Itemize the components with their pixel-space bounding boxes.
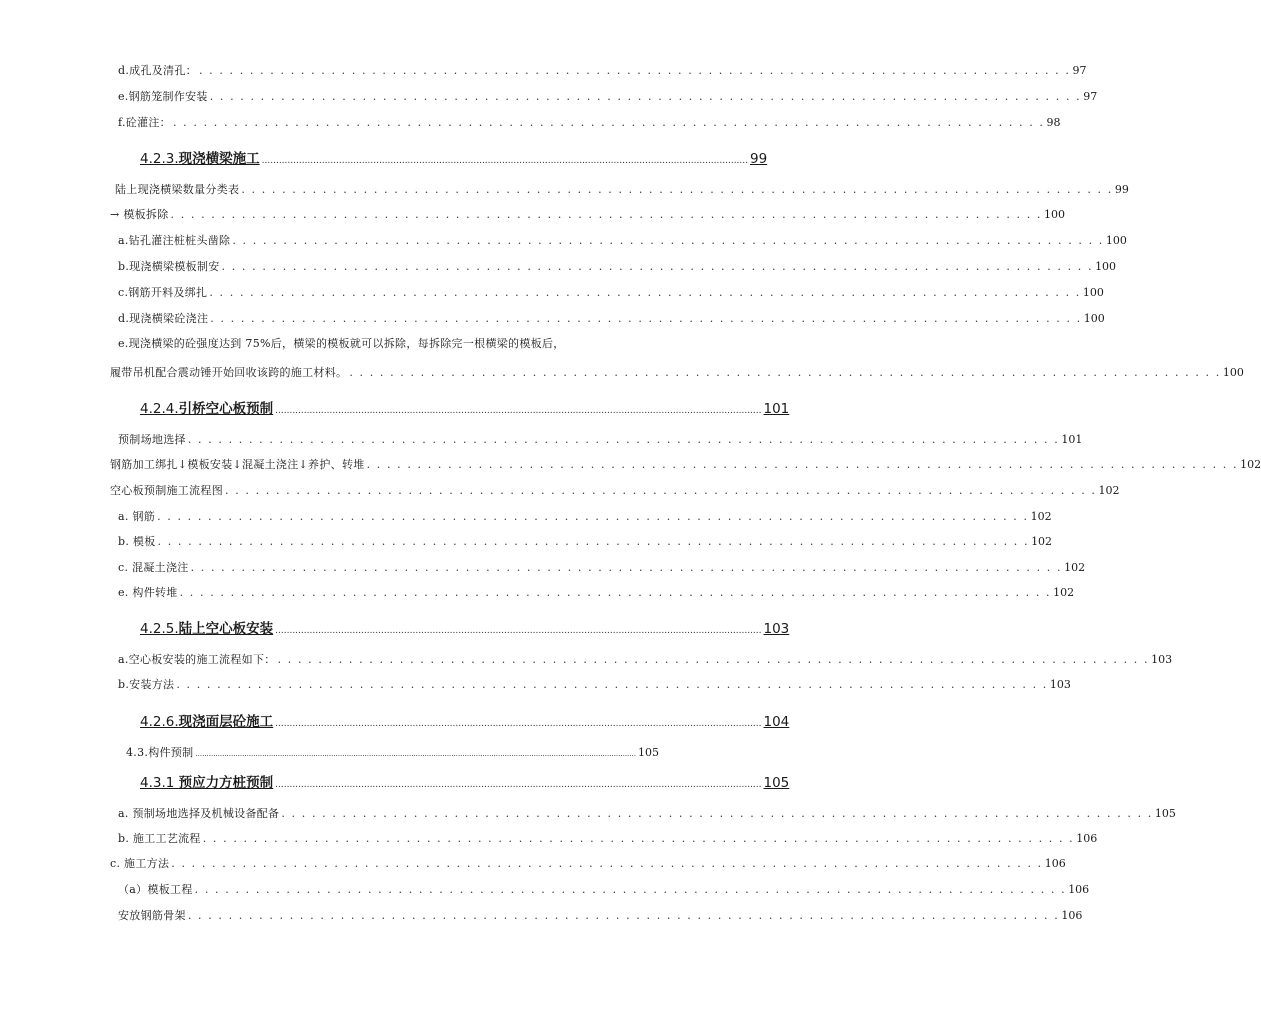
toc-section-title [140, 397, 273, 417]
toc-page-number: 104 [763, 714, 790, 730]
toc-section-title [140, 771, 273, 791]
toc-entry-label: （a）模板工程 [118, 883, 193, 896]
toc-entry[interactable] [118, 533, 1053, 549]
toc-entry-label: b.现浇横梁模板制安 [118, 260, 220, 273]
toc-entry-label: a.空心板安装的施工流程如下： [118, 653, 276, 666]
toc-page-number: 97 [1072, 64, 1087, 77]
toc-entry-chapter[interactable] [126, 744, 659, 760]
toc-entry-label: c. 混凝土浇注 [118, 561, 189, 574]
leader-dots: . . . . . . . . . . . . . . . . . . . . . . . . . . . . . . . . . . . . . . . . . . . . . . . . . . . . . . . . . . . . . . . . . . . . . . . . . . . . . . . . . . . . . . [187, 909, 1060, 922]
toc-entry-label: 履带吊机配合震动锤开始回收该跨的施工材料。 [110, 366, 348, 379]
section-label: 现浇横梁施工 [178, 151, 260, 167]
toc-entry-label: b.安装方法 [118, 678, 175, 691]
toc-page-number: 100 [1095, 260, 1117, 273]
leader-dots: .......................................................................................................................................................................... [275, 406, 762, 416]
toc-page-number: 103 [1049, 678, 1071, 691]
leader-dots: . . . . . . . . . . . . . . . . . . . . . . . . . . . . . . . . . . . . . . . . . . . . . . . . . . . . . . . . . . . . . . . . . . . . . . . . . . . . . . . . . . . . . . [209, 286, 1081, 299]
leader-dots: .......................................................................................................................................................................... [261, 156, 748, 166]
toc-entry-label: 4.3.构件预制 [126, 746, 194, 759]
toc-page-number: 105 [1154, 807, 1176, 820]
toc-entry[interactable] [118, 907, 1083, 923]
toc-entry-label: c. 施工方法 [110, 857, 170, 870]
toc-page-number: 102 [1031, 535, 1053, 548]
toc-entry[interactable] [118, 805, 1176, 821]
toc-entry[interactable] [118, 676, 1071, 692]
leader-dots: . . . . . . . . . . . . . . . . . . . . . . . . . . . . . . . . . . . . . . . . . . . . . . . . . . . . . . . . . . . . . . . . . . . . . . . . . . . . . . . . . . . . . . [210, 312, 1082, 325]
toc-entry-label: b. 施工工艺流程 [118, 832, 201, 845]
toc-entry-label: d.成孔及清孔： [118, 64, 197, 77]
leader-dots: . . . . . . . . . . . . . . . . . . . . . . . . . . . . . . . . . . . . . . . . . . . . . . . . . . . . . . . . . . . . . . . . . . . . . . . . . . . . . . . . . . . . . . [157, 510, 1029, 523]
toc-page-number: 106 [1076, 832, 1098, 845]
toc-entry[interactable] [118, 651, 1173, 667]
section-label: 现浇面层砼施工 [178, 714, 274, 730]
toc-entry-label: d.现浇横梁砼浇注 [118, 312, 209, 325]
toc-entry-label: e. 构件转堆 [118, 586, 178, 599]
section-number: 4.3.1 [140, 775, 179, 791]
leader-dots: .......................................................................................................................................................................... [275, 626, 762, 636]
toc-entry[interactable] [118, 508, 1052, 524]
leader-dots: . . . . . . . . . . . . . . . . . . . . . . . . . . . . . . . . . . . . . . . . . . . . . . . . . . . . . . . . . . . . . . . . . . . . . . . . . . . . . . . . . . . . . . [221, 260, 1094, 273]
leader-dots: . . . . . . . . . . . . . . . . . . . . . . . . . . . . . . . . . . . . . . . . . . . . . . . . . . . . . . . . . . . . . . . . . . . . . . . . . . . . . . . . . . . . . . [171, 857, 1043, 870]
toc-section-title [140, 147, 260, 167]
leader-dots: . . . . . . . . . . . . . . . . . . . . . . . . . . . . . . . . . . . . . . . . . . . . . . . . . . . . . . . . . . . . . . . . . . . . . . . . . . . . . . . . . . . . . . [198, 64, 1071, 77]
leader-dots: . . . . . . . . . . . . . . . . . . . . . . . . . . . . . . . . . . . . . . . . . . . . . . . . . . . . . . . . . . . . . . . . . . . . . . . . . . . . . . . . . . . . . . [277, 653, 1150, 666]
toc-entry[interactable] [110, 206, 1066, 222]
toc-page-number: 102 [1053, 586, 1075, 599]
section-number: 4.2.3. [140, 151, 179, 167]
section-number: 4.2.4. [140, 401, 179, 417]
toc-page-number: 99 [1114, 183, 1129, 196]
toc-entry[interactable] [118, 258, 1117, 274]
toc-entry[interactable] [110, 855, 1066, 871]
toc-entry[interactable] [118, 431, 1083, 447]
toc-entry[interactable] [118, 88, 1098, 104]
toc-entry-section[interactable] [140, 147, 768, 167]
toc-page-number: 100 [1083, 312, 1105, 325]
section-label: 预应力方桩预制 [178, 775, 274, 791]
toc-entry-label: e.钢筋笼制作安装 [118, 90, 208, 103]
toc-entry-label: 预制场地选择 [118, 433, 186, 446]
leader-dots: . . . . . . . . . . . . . . . . . . . . . . . . . . . . . . . . . . . . . . . . . . . . . . . . . . . . . . . . . . . . . . . . . . . . . . . . . . . . . . . . . . . . . . [179, 586, 1052, 599]
leader-dots: . . . . . . . . . . . . . . . . . . . . . . . . . . . . . . . . . . . . . . . . . . . . . . . . . . . . . . . . . . . . . . . . . . . . . . . . . . . . . . . . . . . . . . [232, 234, 1104, 247]
toc-entry-label: → 模板拆除 [110, 208, 169, 221]
toc-page-number: 106 [1061, 909, 1083, 922]
leader-dots: . . . . . . . . . . . . . . . . . . . . . . . . . . . . . . . . . . . . . . . . . . . . . . . . . . . . . . . . . . . . . . . . . . . . . . . . . . . . . . . . . . . . . . [209, 90, 1082, 103]
toc-page-number: 101 [763, 401, 790, 417]
toc-section-title [140, 710, 273, 730]
toc-page-number: 102 [1064, 561, 1086, 574]
toc-page-number: 105 [763, 775, 790, 791]
toc-entry-label: 钢筋加工绑扎↓模板安装↓混凝土浇注↓养护、转堆 [110, 458, 365, 471]
leader-dots: . . . . . . . . . . . . . . . . . . . . . . . . . . . . . . . . . . . . . . . . . . . . . . . . . . . . . . . . . . . . . . . . . . . . . . . . . . . . . . . . . . . . . . [157, 535, 1030, 548]
toc-entry-label: 安放钢筋骨架 [118, 909, 186, 922]
toc-page-number: 106 [1044, 857, 1066, 870]
toc-page-number: 99 [750, 151, 768, 167]
leader-dots: . . . . . . . . . . . . . . . . . . . . . . . . . . . . . . . . . . . . . . . . . . . . . . . . . . . . . . . . . . . . . . . . . . . . . . . . . . . . . . . . . . . . . . [281, 807, 1153, 820]
leader-dots: . . . . . . . . . . . . . . . . . . . . . . . . . . . . . . . . . . . . . . . . . . . . . . . . . . . . . . . . . . . . . . . . . . . . . . . . . . . . . . . . . . . . . . [194, 883, 1067, 896]
toc-page-number: 100 [1082, 286, 1104, 299]
leader-dots: . . . . . . . . . . . . . . . . . . . . . . . . . . . . . . . . . . . . . . . . . . . . . . . . . . . . . . . . . . . . . . . . . . . . . . . . . . . . . . . . . . . . . . [202, 832, 1075, 845]
toc-page-number: 98 [1046, 116, 1061, 129]
leader-dots: . . . . . . . . . . . . . . . . . . . . . . . . . . . . . . . . . . . . . . . . . . . . . . . . . . . . . . . . . . . . . . . . . . . . . . . . . . . . . . . . . . . . . . [225, 484, 1097, 497]
toc-entry[interactable] [118, 284, 1104, 300]
toc-entry[interactable] [110, 364, 1244, 380]
section-label: 陆上空心板安装 [178, 621, 274, 637]
toc-entry[interactable] [118, 830, 1098, 846]
toc-entry[interactable] [118, 232, 1127, 248]
toc-page-number: 97 [1083, 90, 1098, 103]
toc-entry-label: 陆上现浇横梁数量分类表 [115, 183, 240, 196]
leader-dots: . . . . . . . . . . . . . . . . . . . . . . . . . . . . . . . . . . . . . . . . . . . . . . . . . . . . . . . . . . . . . . . . . . . . . . . . . . . . . . . . . . . . . . [170, 208, 1043, 221]
toc-entry-label: 空心板预制施工流程图 [110, 484, 223, 497]
toc-page-number: 102 [1240, 458, 1261, 471]
leader-dots: . . . . . . . . . . . . . . . . . . . . . . . . . . . . . . . . . . . . . . . . . . . . . . . . . . . . . . . . . . . . . . . . . . . . . . . . . . . . . . . . . . . . . . [366, 458, 1239, 471]
toc-entry-label: f.砼灌注： [118, 116, 171, 129]
toc-entry[interactable] [115, 181, 1129, 197]
toc-entry-label: a.钻孔灌注桩桩头凿除 [118, 234, 231, 247]
section-number: 4.2.5. [140, 621, 179, 637]
leader-dots: . . . . . . . . . . . . . . . . . . . . . . . . . . . . . . . . . . . . . . . . . . . . . . . . . . . . . . . . . . . . . . . . . . . . . . . . . . . . . . . . . . . . . . [176, 678, 1048, 691]
toc-entry[interactable] [118, 584, 1075, 600]
toc-page-number: 105 [637, 746, 659, 759]
toc-page-number: 102 [1030, 510, 1052, 523]
toc-page-number: 102 [1098, 484, 1120, 497]
toc-entry-section[interactable] [140, 710, 790, 730]
toc-page-number: 101 [1061, 433, 1083, 446]
leader-dots: .......................................................................................................................................................................... [275, 780, 762, 790]
section-number: 4.2.6. [140, 714, 179, 730]
toc-entry-label: a. 预制场地选择及机械设备配备 [118, 807, 280, 820]
toc-entry[interactable] [118, 62, 1087, 78]
toc-entry[interactable] [118, 559, 1086, 575]
leader-dots: . . . . . . . . . . . . . . . . . . . . . . . . . . . . . . . . . . . . . . . . . . . . . . . . . . . . . . . . . . . . . . . . . . . . . . . . . . . . . . . . . . . . . . [187, 433, 1060, 446]
toc-entry[interactable] [110, 456, 1261, 472]
leader-dots: . . . . . . . . . . . . . . . . . . . . . . . . . . . . . . . . . . . . . . . . . . . . . . . . . . . . . . . . . . . . . . . . . . . . . . . . . . . . . . . . . . . . . . [172, 116, 1045, 129]
toc-entry[interactable] [110, 482, 1120, 498]
leader-dots: ...................................................................................................................................................................................................... [195, 750, 636, 758]
toc-entry[interactable] [118, 310, 1105, 326]
section-label: 引桥空心板预制 [178, 401, 274, 417]
toc-entry-label: c.钢筋开料及绑扎 [118, 286, 208, 299]
toc-page-number: 103 [763, 621, 790, 637]
leader-dots: .......................................................................................................................................................................... [275, 719, 762, 729]
leader-dots: . . . . . . . . . . . . . . . . . . . . . . . . . . . . . . . . . . . . . . . . . . . . . . . . . . . . . . . . . . . . . . . . . . . . . . . . . . . . . . . . . . . . . . [349, 366, 1221, 379]
toc-entry[interactable] [118, 881, 1090, 897]
toc-entry-section[interactable] [140, 771, 790, 791]
toc-page-number: 103 [1151, 653, 1173, 666]
toc-entry-label: b. 模板 [118, 535, 156, 548]
leader-dots: . . . . . . . . . . . . . . . . . . . . . . . . . . . . . . . . . . . . . . . . . . . . . . . . . . . . . . . . . . . . . . . . . . . . . . . . . . . . . . . . . . . . . . [190, 561, 1063, 574]
toc-entry-line1: e.现浇横梁的砼强度达到 75%后，横梁的模板就可以拆除，每拆除完一根横梁的模板后， [118, 337, 565, 350]
toc-page-number: 100 [1222, 366, 1244, 379]
toc-page-number: 100 [1105, 234, 1127, 247]
leader-dots: . . . . . . . . . . . . . . . . . . . . . . . . . . . . . . . . . . . . . . . . . . . . . . . . . . . . . . . . . . . . . . . . . . . . . . . . . . . . . . . . . . . . . . [241, 183, 1113, 196]
toc-entry-section[interactable] [140, 617, 790, 637]
toc-entry-label: a. 钢筋 [118, 510, 156, 523]
toc-page-number: 106 [1068, 883, 1090, 896]
toc-entry[interactable] [118, 114, 1061, 130]
toc-entry-section[interactable] [140, 397, 790, 417]
toc-section-title [140, 617, 273, 637]
toc-page-number: 100 [1044, 208, 1066, 221]
